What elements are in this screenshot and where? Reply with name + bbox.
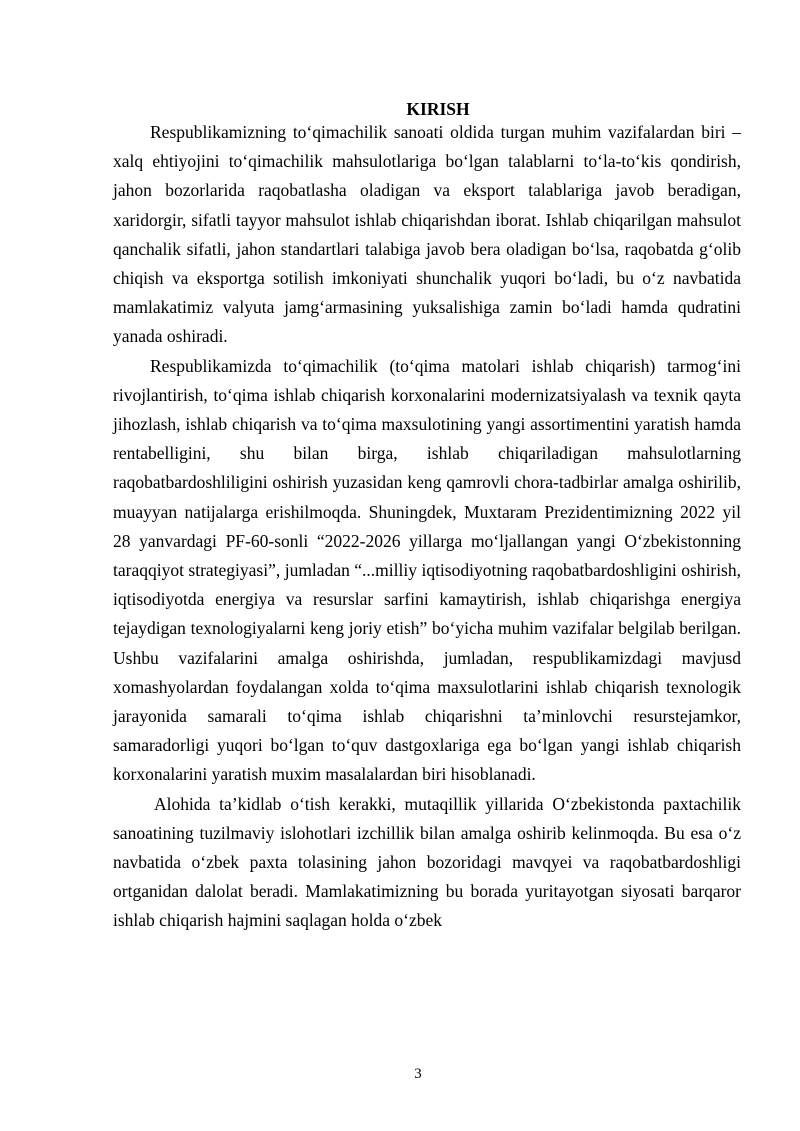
paragraph-2: Respublikamizda to‘qimachilik (to‘qima matolari ishlab chiqarish) tarmog‘ini rivojlantirish, to‘qima ishlab chiqarish korxonalarini modernizatsiyalash va texnik qayta jihozlash, ishlab chiqarish va to‘qima maxsulotining yangi assortimentini yaratish hamda rentabelligini, shu bilan birga, ishlab chiqariladigan mahsulotlarning raqobatbardoshliligini oshirish yuzasidan keng qamrovli chora-tadbirlar amalga oshirilib, muayyan natijalarga erishilmoqda. Shuningdek, Muxtaram Prezidentimizning 2022 yil 28 yanvardagi PF-60-sonli “2022-2026 yillarga mo‘ljallangan yangi O‘zbekistonning taraqqiyot strategiyasi”, jumladan “...milliy iqtisodiyotning raqobatbardoshligini oshirish, iqtisodiyotda energiya va resurslar sarfini kamaytirish, ishlab chiqarishga energiya tejaydigan texnologiyalarni keng joriy etish” bo‘yicha muhim vazifalar belgilab berilgan. Ushbu vazifalarini amalga oshirishda, jumladan, respublikamizdagi mavjusd xomashyolardan foydalangan xolda to‘qima maxsulotlarini ishlab chiqarish texnologik jarayonida samarali to‘qima ishlab chiqarishni ta’minlovchi resurstejamkor, samaradorligi yuqori bo‘lgan to‘quv dastgoxlariga ega bo‘lgan yangi ishlab chiqarish korxonalarini yaratish muxim masalalardan biri hisoblanadi. bbox=[113, 355, 741, 785]
page-title: KIRISH bbox=[406, 99, 470, 119]
body-text bbox=[113, 118, 741, 936]
paragraph-1: Respublikamizning to‘qimachilik sanoati oldida turgan muhim vazifalardan biri – xalq ehtiyojini to‘qimachilik mahsulotlariga bo‘lgan talablarni to‘la-to‘kis qondirish, jahon bozorlarida raqobatlasha oladigan va eksport talablariga javob beradigan, xaridorgir, sifatli tayyor mahsulot ishlab chiqarishdan iborat. Ishlab chiqarilgan mahsulot qanchalik sifatli, jahon standartlari talabiga javob bera oladigan bo‘lsa, raqobatda g‘olib chiqish va eksportga sotilish imkoniyati shunchalik yuqori bo‘ladi, bu o‘z navbatida mamlakatimiz valyuta jamg‘armasining yuksalishiga zamin bo‘ladi hamda qudratini yanada oshiradi. bbox=[113, 122, 741, 347]
page-number: 3 bbox=[414, 1066, 422, 1082]
paragraph-3: Alohida ta’kidlab o‘tish kerakki, mutaqillik yillarida O‘zbekistonda paxtachilik sanoatining tuzilmaviy islohotlari izchillik bilan amalga oshirib kelinmoqda. Bu esa o‘z navbatida o‘zbek paxta tolasining jahon bozoridagi mavqyei va raqobatbardoshligi ortganidan dalolat beradi. Mamlakatimizning bu borada yuritayotgan siyosati barqaror ishlab chiqarish hajmini saqlagan holda o‘zbek bbox=[113, 793, 741, 931]
